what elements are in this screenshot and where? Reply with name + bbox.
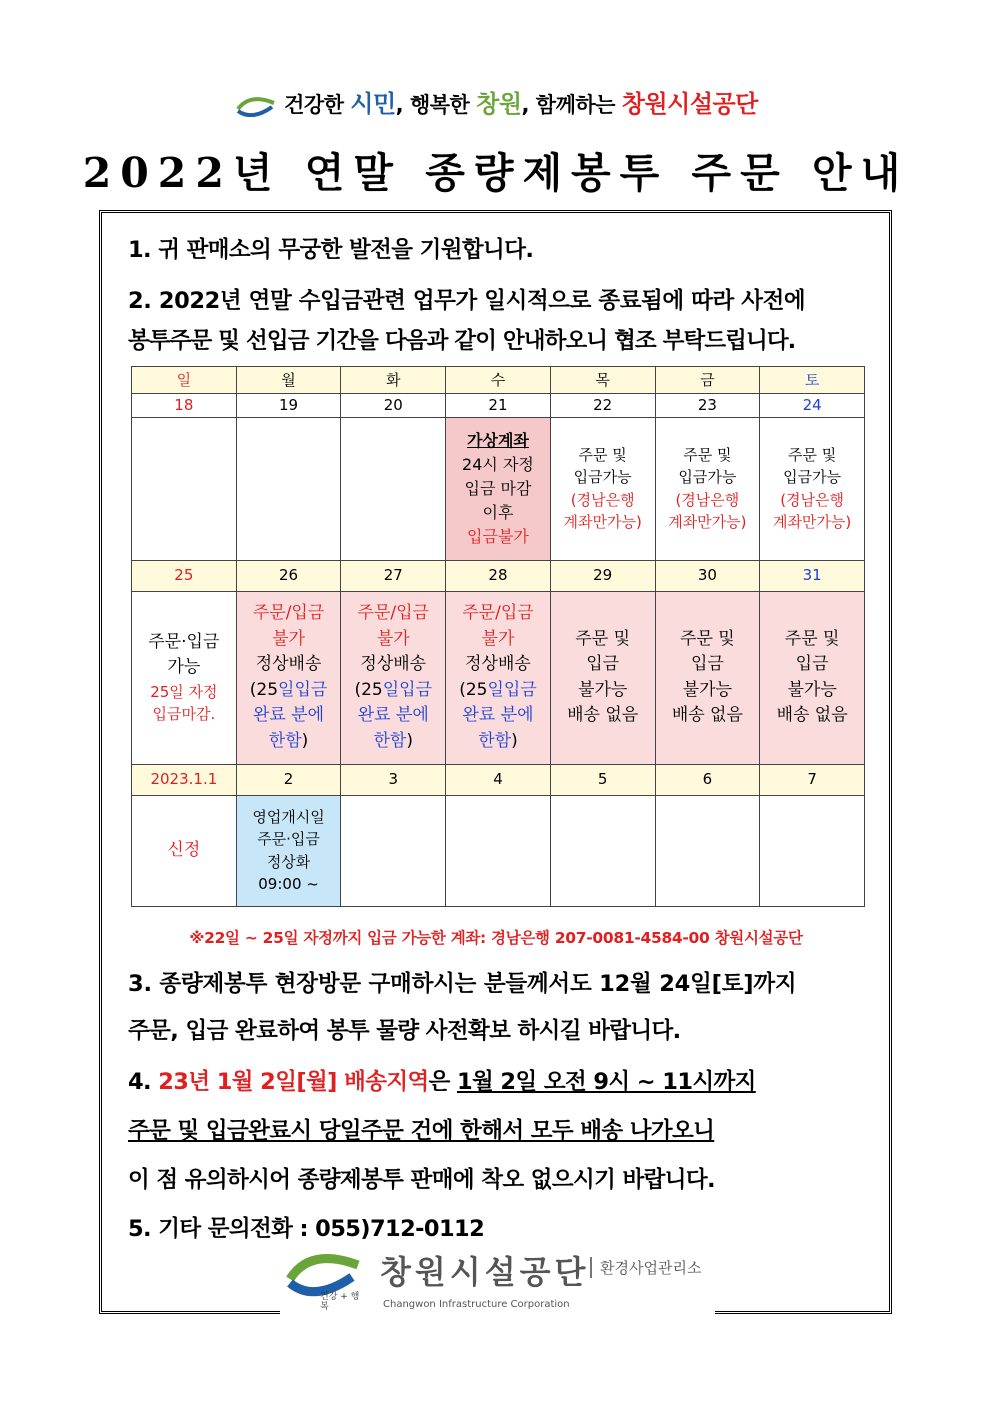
calendar-header-row (132, 367, 865, 394)
empty-cell (655, 795, 760, 906)
cell-line (237, 729, 341, 755)
date-cell: 30 (655, 560, 760, 591)
cell-text: 한함 (373, 730, 407, 751)
day-header-fri: 금 (655, 367, 760, 394)
virtual-account-label: 가상계좌 (467, 430, 529, 450)
bank-account-note: ※22일 ~ 25일 자정까지 입금 가능한 계좌: 경남은행 207-0081-4584-00 창원시설공단 (189, 929, 803, 947)
footer-dept: 환경사업관리소 (590, 1257, 701, 1278)
date-cell: 24 (760, 394, 865, 418)
day-header-mon: 월 (236, 367, 341, 394)
no-delivery-cell (550, 591, 655, 764)
cell-text: 한함 (268, 730, 302, 751)
order-available-cell (760, 417, 865, 560)
paragraph-1: 1. 귀 판매소의 무궁한 발전을 기원합니다. (128, 237, 534, 263)
week2-dates-row (132, 560, 865, 591)
cell-line: 영업개시일 (252, 807, 325, 826)
cell-line: 주문 및 (680, 628, 735, 649)
cell-line: 정상배송 (255, 654, 322, 674)
cell-text: 한함 (478, 730, 512, 751)
order-deadline-cell (132, 591, 237, 764)
cell-line: 계좌만가능) (668, 513, 747, 531)
slogan-part4: 창원 (476, 90, 522, 118)
holiday-cell: 신정 (132, 795, 237, 906)
cell-line: 정상화 (266, 852, 311, 871)
cell-line: 입금가능 (573, 468, 632, 486)
cell-line: 계좌만가능) (772, 513, 852, 531)
cell-line: 입금 마감 (464, 478, 532, 498)
paragraph-4-line-1 (128, 1064, 756, 1096)
cell-text: 일입금 (278, 679, 328, 700)
date-cell: 18 (132, 394, 237, 418)
slogan-part5: , 함께하는 (521, 93, 622, 117)
cell-line: 불가능 (682, 679, 732, 700)
date-cell: 4 (446, 764, 551, 795)
cell-line: 주문/입금 (357, 603, 429, 623)
date-cell: 7 (760, 764, 865, 795)
date-cell: 27 (341, 560, 446, 591)
empty-cell (236, 417, 341, 560)
cell-line: 완료 분에 (462, 705, 534, 725)
day-header-sun: 일 (132, 367, 237, 394)
paragraph-3-line-1: 3. 종량제봉투 현장방문 구매하시는 분들께서도 12월 24일[토]까지 (128, 971, 797, 997)
cell-line: 계좌만가능) (563, 513, 642, 531)
slogan-part6: 창원시설공단 (621, 90, 758, 118)
cell-text: (25 (249, 679, 279, 700)
cell-line: 주문 및 (683, 445, 732, 464)
p4-highlight: 23년 1월 2일[월] 배송지역 (158, 1069, 429, 1095)
date-cell: 26 (236, 560, 341, 591)
date-cell: 21 (446, 394, 551, 418)
cell-line: 이후 (482, 502, 514, 522)
slogan-part1: 건강한 (284, 93, 351, 117)
footer-english-name: Changwon Infrastructure Corporation (383, 1299, 570, 1310)
cell-line: 배송 없음 (567, 705, 639, 725)
no-delivery-cell (760, 591, 865, 764)
cell-line: 주문 및 (575, 628, 630, 649)
day-header-tue: 화 (341, 367, 446, 394)
date-cell: 23 (655, 394, 760, 418)
cell-line: 정상배송 (465, 654, 531, 674)
cell-line: 배송 없음 (671, 705, 743, 725)
empty-cell (341, 795, 446, 906)
week3-dates-row (132, 764, 865, 795)
cell-line: 입금가능 (783, 468, 842, 486)
paragraph-2-line-2: 봉투주문 및 선입금 기간을 다음과 같이 안내하오니 협조 부탁드립니다. (128, 328, 796, 354)
date-cell: 3 (341, 764, 446, 795)
cell-line: (경남은행 (675, 490, 740, 509)
date-cell: 25 (132, 560, 237, 591)
business-start-cell (236, 795, 341, 906)
cell-line: 불가 (272, 628, 305, 649)
day-header-sat: 토 (760, 367, 865, 394)
cell-line: 입금 (795, 654, 829, 674)
cell-line: 24시 자정 (462, 454, 534, 474)
virtual-account-cell (446, 417, 551, 560)
paragraph-4-line-3: 이 점 유의하시어 종량제봉투 판매에 착오 없으시기 바랍니다. (128, 1167, 715, 1193)
empty-cell (760, 795, 865, 906)
slogan-part2: 시민 (350, 90, 396, 118)
cell-text: ) (406, 730, 413, 751)
date-cell: 31 (760, 560, 865, 591)
cell-line: 불가능 (578, 679, 628, 700)
cell-line: 불가능 (787, 679, 837, 700)
empty-cell (446, 795, 551, 906)
cell-line: 주문 및 (784, 628, 840, 649)
page-title: 2022년 연말 종량제봉투 주문 안내 (82, 149, 910, 197)
order-unavailable-cell (236, 591, 341, 764)
date-cell: 2023.1.1 (132, 764, 237, 795)
cell-line: (경남은행 (780, 490, 845, 509)
order-available-cell (550, 417, 655, 560)
cell-line: 주문 및 (578, 445, 627, 464)
paragraph-4-line-2: 주문 및 입금완료시 당일주문 건에 한해서 모두 배송 나가오니 (128, 1118, 715, 1144)
footer-motto: 건강 + 행복 (320, 1292, 360, 1312)
day-header-thu: 목 (550, 367, 655, 394)
cell-line: 불가 (376, 628, 410, 649)
date-cell: 2 (236, 764, 341, 795)
paragraph-3-line-2: 주문, 입금 완료하여 봉투 물량 사전확보 하시길 바랍니다. (128, 1018, 681, 1044)
cell-text: ) (301, 730, 309, 751)
cell-line (237, 678, 341, 704)
p4-mid: 은 (428, 1069, 457, 1095)
cell-line: 완료 분에 (253, 705, 325, 725)
calendar-table (131, 366, 865, 907)
date-cell: 29 (550, 560, 655, 591)
cell-line: (경남은행 (570, 490, 635, 509)
empty-cell (132, 417, 237, 560)
order-unavailable-cell (341, 591, 446, 764)
corporation-logo-icon (234, 95, 278, 117)
paragraph-2-line-1: 2. 2022년 연말 수입금관련 업무가 일시적으로 종료됨에 따라 사전에 (128, 288, 806, 314)
slogan (0, 84, 992, 119)
cell-line: 배송 없음 (776, 705, 848, 725)
cell-line: 주문/입금 (462, 603, 534, 623)
cell-text: 일입금 (382, 679, 433, 700)
paragraph-5: 5. 기타 문의전화 : 055)712-0112 (128, 1216, 485, 1242)
cell-line: 주문 및 (787, 445, 837, 464)
order-unavailable-cell (446, 591, 551, 764)
cell-line (446, 729, 550, 755)
cell-line: 주문·입금 (257, 830, 320, 848)
cell-line: 입금가능 (678, 468, 737, 486)
cell-line: 불가 (481, 628, 515, 649)
date-cell: 28 (446, 560, 551, 591)
week2-content-row (132, 591, 865, 764)
cell-line: 입금 (586, 654, 620, 674)
cell-line: 정상배송 (360, 654, 427, 674)
cell-line (341, 729, 445, 755)
cell-line: 입금마감. (152, 705, 216, 723)
cell-line: 가능 (167, 657, 201, 677)
cell-line (341, 678, 445, 704)
day-header-wed: 수 (446, 367, 551, 394)
empty-cell (550, 795, 655, 906)
cell-text: (25 (459, 679, 488, 700)
cell-text: (25 (354, 679, 383, 700)
cell-line (446, 678, 550, 704)
slogan-part3: , 행복한 (395, 93, 477, 117)
date-cell: 6 (655, 764, 760, 795)
p4-num: 4. (128, 1069, 159, 1095)
date-cell: 19 (236, 394, 341, 418)
week1-content-row (132, 417, 865, 560)
cell-line: 완료 분에 (357, 705, 429, 725)
date-cell: 22 (550, 394, 655, 418)
cell-text: 일입금 (487, 679, 537, 700)
cell-line: 입금불가 (467, 526, 529, 546)
no-delivery-cell (655, 591, 760, 764)
date-cell: 5 (550, 764, 655, 795)
cell-line: 입금 (690, 654, 724, 674)
cell-line: 주문·입금 (148, 631, 220, 652)
cell-text: ) (511, 730, 518, 751)
cell-line: 09:00 ~ (258, 875, 319, 893)
date-cell: 20 (341, 394, 446, 418)
footer-org-name: 창원시설공단 (380, 1253, 590, 1291)
p4-time-range: 1월 2일 오전 9시 ~ 11시까지 (457, 1069, 756, 1095)
week1-dates-row (132, 394, 865, 418)
footer-logo (280, 1243, 715, 1317)
cell-line: 주문/입금 (252, 603, 325, 623)
order-available-cell (655, 417, 760, 560)
cell-line: 25일 자정 (150, 682, 218, 701)
empty-cell (341, 417, 446, 560)
week3-content-row (132, 795, 865, 906)
